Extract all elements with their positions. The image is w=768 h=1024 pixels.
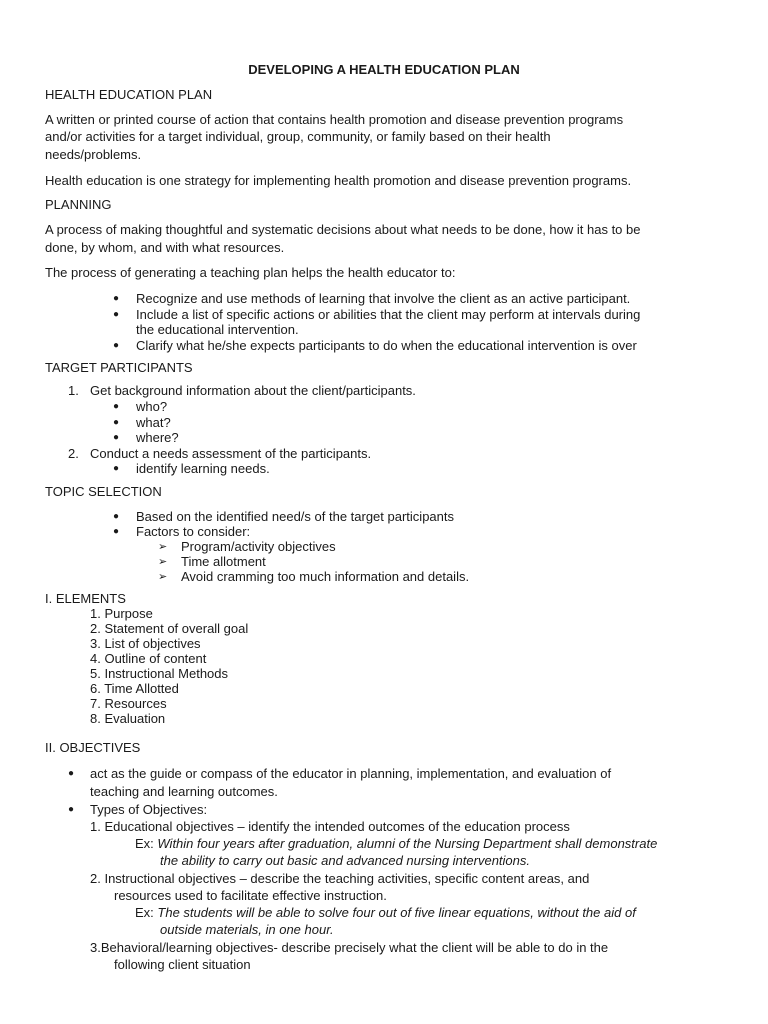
bullet-icon: ● [113,417,120,428]
list-item-continuation: the educational intervention. [136,322,299,337]
list-item: Clarify what he/she expects participants to do when the educational intervention is over [136,338,637,353]
list-item: who? [136,399,168,414]
arrow-bullet-icon: ➢ [158,556,168,568]
list-item: Factors to consider: [136,524,251,539]
objective-type: 2. Instructional objectives – describe the teaching activities, specific content areas, and [90,871,590,886]
section-heading-objectives: II. OBJECTIVES [45,740,141,755]
paragraph-line: and/or activities for a target individual, group, community, or family based on their health [45,129,551,144]
list-number: 1. [68,383,79,398]
bullet-icon: ● [113,463,120,474]
objective-type: 3.Behavioral/learning objectives- describe precisely what the client will be able to do in the [90,940,609,955]
list-item: where? [136,430,179,445]
section-heading-topic-selection: TOPIC SELECTION [45,484,162,499]
objective-continuation: resources used to facilitate effective instruction. [114,888,387,903]
paragraph-line: A written or printed course of action that contains health promotion and disease prevention programs [45,112,624,127]
element-item: 2. Statement of overall goal [90,621,249,636]
document-title: DEVELOPING A HEALTH EDUCATION PLAN [248,62,520,77]
list-item: Based on the identified need/s of the target participants [136,509,454,524]
numbered-item: Get background information about the client/participants. [90,383,416,398]
sub-list-item: Program/activity objectives [181,539,336,554]
example-text: Within four years after graduation, alumni of the Nursing Department shall demonstrate [157,836,658,851]
element-item: 4. Outline of content [90,651,207,666]
list-number: 2. [68,446,79,461]
arrow-bullet-icon: ➢ [158,571,168,583]
element-item: 1. Purpose [90,606,153,621]
example-continuation: outside materials, in one hour. [160,922,334,937]
element-item: 3. List of objectives [90,636,201,651]
bullet-icon: ● [113,526,120,537]
numbered-item: Conduct a needs assessment of the participants. [90,446,372,461]
example-label: Ex: [135,905,158,920]
section-heading-planning: PLANNING [45,197,112,212]
section-heading-health-education-plan: HEALTH EDUCATION PLAN [45,87,213,102]
bullet-icon: ● [113,340,120,351]
example-line [135,835,657,853]
sub-list-item: Time allotment [181,554,266,569]
example-label: Ex: [135,836,158,851]
list-item: identify learning needs. [136,461,270,476]
bullet-icon: ● [113,309,120,320]
arrow-bullet-icon: ➢ [158,541,168,553]
list-item: Types of Objectives: [90,802,208,817]
example-continuation: the ability to carry out basic and advanced nursing interventions. [160,853,530,868]
list-item: act as the guide or compass of the educator in planning, implementation, and evaluation of [90,766,612,781]
bullet-icon: ● [113,511,120,522]
paragraph-line: done, by whom, and with what resources. [45,240,285,255]
paragraph-line: A process of making thoughtful and systematic decisions about what needs to be done, how it has to be [45,222,641,237]
element-item: 6. Time Allotted [90,681,179,696]
sub-list-item: Avoid cramming too much information and details. [181,569,470,584]
section-heading-target-participants: TARGET PARTICIPANTS [45,360,193,375]
list-item-continuation: teaching and learning outcomes. [90,784,278,799]
element-item: 7. Resources [90,696,167,711]
paragraph-line: Health education is one strategy for implementing health promotion and disease prevention programs. [45,173,632,188]
example-line [135,904,636,922]
objective-continuation: following client situation [114,957,251,972]
example-text: The students will be able to solve four out of five linear equations, without the aid of [157,905,636,920]
element-item: 5. Instructional Methods [90,666,229,681]
paragraph-line: needs/problems. [45,147,142,162]
paragraph-line: The process of generating a teaching plan helps the health educator to: [45,265,456,280]
list-item: what? [136,415,171,430]
bullet-icon: ● [113,293,120,304]
bullet-icon: ● [68,768,75,779]
bullet-icon: ● [113,401,120,412]
list-item: Include a list of specific actions or abilities that the client may perform at intervals during [136,307,641,322]
objective-type: 1. Educational objectives – identify the intended outcomes of the education process [90,819,570,834]
element-item: 8. Evaluation [90,711,166,726]
bullet-icon: ● [113,432,120,443]
list-item: Recognize and use methods of learning that involve the client as an active participant. [136,291,631,306]
bullet-icon: ● [68,804,75,815]
section-heading-elements: I. ELEMENTS [45,591,126,606]
